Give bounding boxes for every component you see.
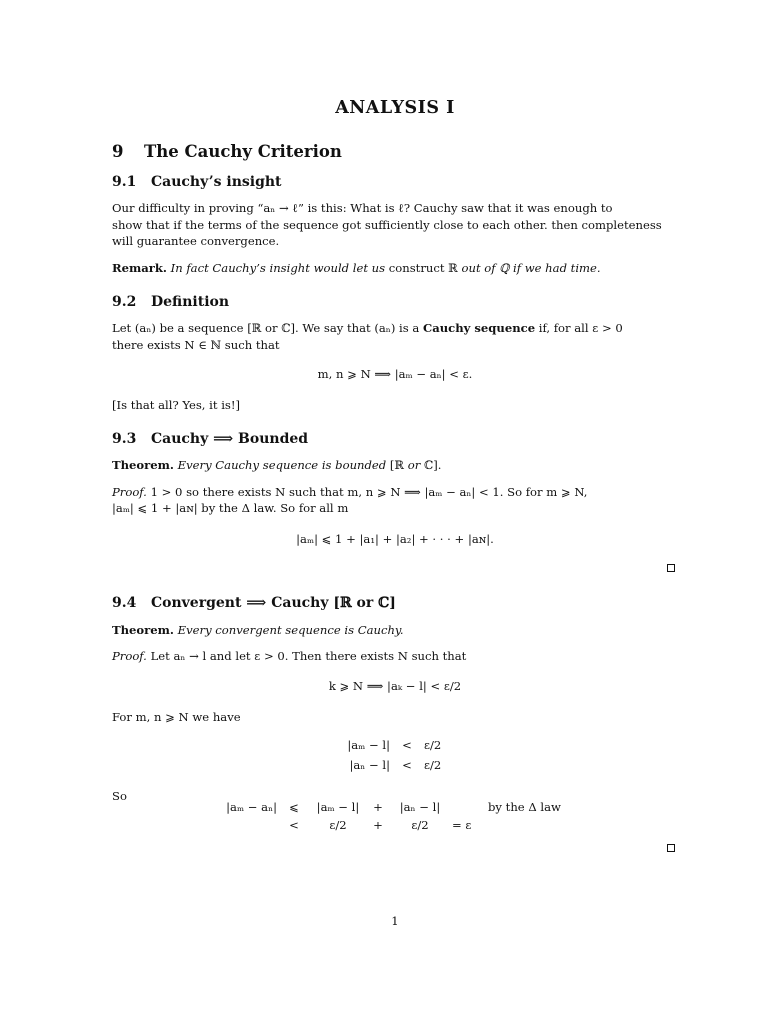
theorem-text: Every Cauchy sequence is bounded [177,458,387,472]
paragraph-line: Our difficulty in proving “aₙ → ℓ” is this: What is ℓ? Cauchy saw that it was enough to [112,201,613,215]
subsection-number: 9.3 [112,431,137,447]
subsection-title: Definition [151,294,230,310]
ineq-lhs: |aₘ − l| [347,738,390,752]
definition-text: if, for all ε > 0 [538,321,623,335]
theorem-text: ℂ]. [423,458,442,472]
remark-text: construct ℝ [388,261,458,275]
definition-line: there exists N ∈ ℕ such that [112,338,280,352]
ineq-rhs: ε/2 [424,758,442,772]
remark-text: In fact Cauchy’s insight would let us [170,261,386,275]
theorem-text: or [407,458,421,472]
page-number: 1 [391,914,399,928]
chain-rel: < [289,818,299,832]
theorem-text: Every convergent sequence is Cauchy. [177,623,404,637]
proof-line [112,648,466,665]
remark-label: Remark. [112,261,167,275]
chain-term: |aₙ − l| [399,800,441,814]
display-equation: m, n ⩾ N ⟹ |aₘ − aₙ| < ε. [317,367,473,381]
theorem [112,457,441,474]
chain-term: ε/2 [411,818,429,832]
ineq-rhs: ε/2 [424,738,442,752]
proof-label: Proof. [112,649,147,663]
theorem [112,622,404,639]
subsection-heading-9-3 [112,431,308,447]
document-title: ANALYSIS I [335,98,455,118]
subsection-heading-9-4 [112,595,396,611]
qed-symbol [667,844,675,852]
chain-plus: + [373,818,383,832]
paragraph-line: will guarantee convergence. [112,234,280,248]
proof-text: Let aₙ → l and let ε > 0. Then there exists N such that [150,649,467,663]
chain-term: ε/2 [329,818,347,832]
definition-line [112,320,623,337]
proof-line: For m, n ⩾ N we have [112,710,241,724]
paragraph-line: show that if the terms of the sequence got sufficiently close to each other. then completeness [112,217,662,232]
chain-term: |aₘ − l| [316,800,360,814]
subsection-number: 9.2 [112,294,137,310]
section-number: 9 [112,142,124,161]
ineq-rel: < [402,758,412,772]
display-equation: k ⩾ N ⟹ |aₖ − l| < ε/2 [328,679,462,693]
definition-term: Cauchy sequence [422,321,536,335]
proof-line [112,484,587,501]
proof-line: |aₘ| ⩽ 1 + |aɴ| by the Δ law. So for all m [112,501,349,515]
chain-tail: by the Δ law [488,800,561,814]
display-equation: |aₘ| ⩽ 1 + |a₁| + |a₂| + · · · + |aɴ|. [296,532,494,546]
proof-line: So [112,789,127,803]
theorem-text: [ℝ [389,458,405,472]
chain-plus: + [373,800,383,814]
proof-text: 1 > 0 so there exists N such that m, n ⩾ N ⟹ |aₘ − aₙ| < 1. So for m ⩾ N, [150,485,588,499]
note: [Is that all? Yes, it is!] [112,398,241,412]
remark [112,260,601,277]
qed-symbol [667,564,675,572]
subsection-title: Convergent ⟹ Cauchy [ℝ or ℂ] [151,595,396,611]
subsection-number: 9.4 [112,595,137,611]
subsection-title: Cauchy’s insight [151,174,282,190]
subsection-heading-9-2 [112,294,229,310]
theorem-label: Theorem. [112,458,174,472]
ineq-rel: < [402,738,412,752]
section-heading [112,142,342,161]
subsection-number: 9.1 [112,174,137,190]
subsection-title: Cauchy ⟹ Bounded [151,431,309,447]
chain-lhs: |aₘ − aₙ| [226,800,277,814]
proof-label: Proof. [112,485,147,499]
chain-tail: = ε [452,818,472,832]
chain-rel: ⩽ [289,800,299,814]
ineq-lhs: |aₙ − l| [349,758,390,772]
section-title: The Cauchy Criterion [144,142,342,161]
definition-text: Let (aₙ) be a sequence [ℝ or ℂ]. We say that (aₙ) is a [112,321,420,335]
subsection-heading-9-1 [112,174,282,190]
remark-text: out of ℚ if we had time. [461,261,601,275]
theorem-label: Theorem. [112,623,174,637]
